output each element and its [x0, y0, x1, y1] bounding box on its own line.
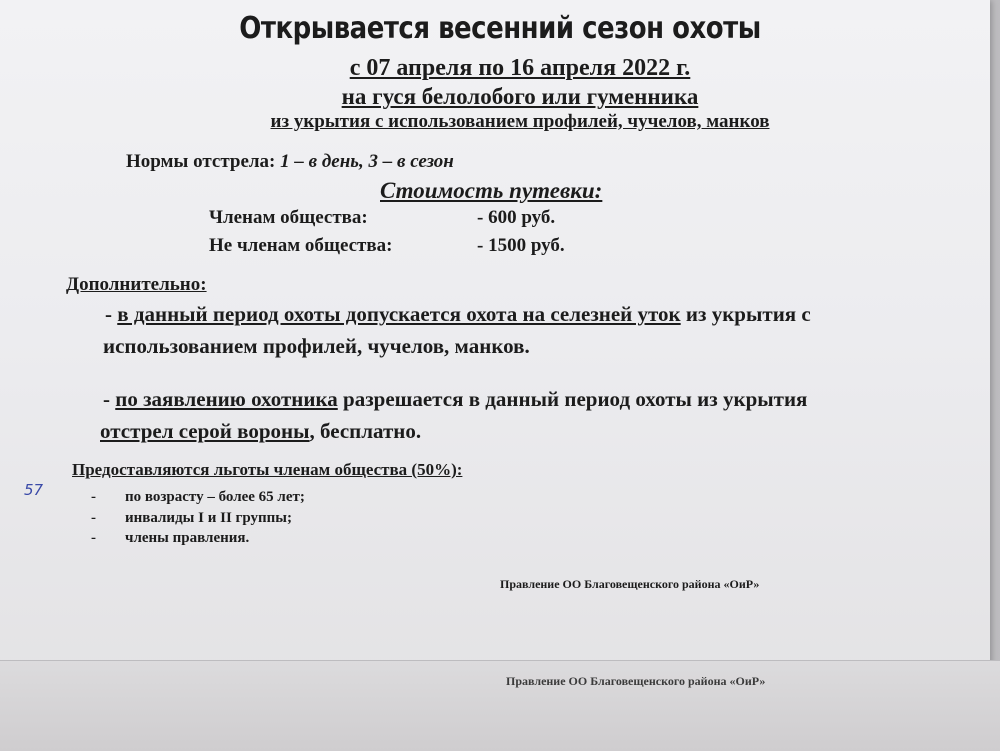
notice-title: Открывается весенний сезон охоты [239, 11, 761, 47]
norms-value: 1 – в день, 3 – в сезон [280, 151, 454, 172]
benefit-text: по возрасту – более 65 лет; [125, 489, 305, 505]
price-value: - 600 руб. [477, 207, 556, 228]
price-row-members [209, 207, 555, 229]
second-sheet-strip [0, 660, 1000, 751]
bullet-dash: - [91, 510, 96, 526]
signature: Правление ОО Благовещенского района «ОиР» [500, 577, 760, 591]
crow-emphasis: по заявлению охотника [115, 387, 338, 411]
harvest-norms [126, 151, 454, 173]
paragraph-crow-line2 [100, 415, 421, 447]
ducks-emphasis: в данный период охоты допускается охота на селезней уток [117, 302, 681, 326]
crow-emphasis-2: отстрел серой вороны [100, 419, 310, 443]
benefit-item [91, 530, 249, 547]
dash: - [105, 302, 118, 326]
crow-rest: разрешается в данный период охоты из укрытия [337, 387, 808, 411]
game-species: на гуся белолобого или гуменника [341, 84, 699, 109]
cost-heading: Стоимость путевки: [380, 178, 603, 203]
paragraph-ducks-line2: использованием профилей, чучелов, манков. [103, 334, 530, 358]
signature-duplicate: Правление ОО Благовещенского района «ОиР» [506, 674, 766, 688]
ducks-rest: из укрытия с [680, 302, 811, 326]
benefit-text: инвалиды I и II группы; [125, 510, 292, 526]
benefit-item [91, 489, 305, 506]
bullet-dash: - [91, 489, 96, 505]
benefit-item [91, 510, 292, 527]
price-label: Членам общества: [209, 207, 368, 228]
dash: - [103, 387, 116, 411]
paragraph-ducks-line1 [105, 298, 811, 330]
benefits-heading: Предоставляются льготы членам общества (50%): [72, 460, 463, 479]
norms-label: Нормы отстрела: [126, 151, 276, 172]
price-row-non-members [209, 235, 565, 257]
additional-heading: Дополнительно: [66, 274, 207, 295]
crow-rest-2: , бесплатно. [309, 419, 422, 443]
price-label: Не членам общества: [209, 235, 393, 256]
handwritten-note: 57 [24, 481, 44, 499]
bullet-dash: - [91, 530, 96, 546]
benefit-text: члены правления. [125, 530, 250, 546]
season-dates: с 07 апреля по 16 апреля 2022 г. [349, 55, 691, 81]
hunting-method: из укрытия с использованием профилей, чучелов, манков [270, 111, 770, 132]
price-value: - 1500 руб. [477, 235, 565, 256]
paragraph-crow-line1 [103, 383, 807, 415]
